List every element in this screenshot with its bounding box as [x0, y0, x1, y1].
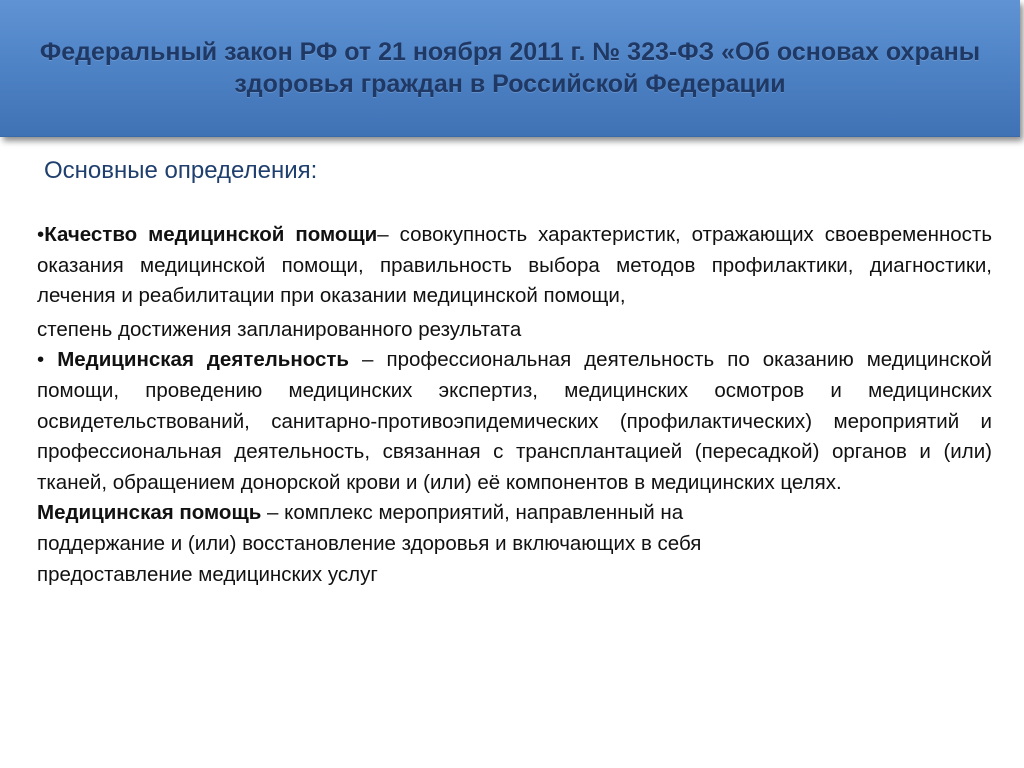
- definition-text: степень достижения запланированного результата: [37, 317, 522, 341]
- definition-line: поддержание и (или) восстановление здоровья и включающих в себя: [37, 531, 702, 555]
- slide-subtitle: Основные определения:: [44, 157, 318, 184]
- bullet: •: [37, 223, 45, 246]
- bullet: •: [37, 348, 45, 372]
- definition-quality: [37, 220, 992, 312]
- definition-text: – совокупность характеристик, отражающих своевременность оказания медицинской помощи, правильность выбора методов профилактики, диагностики, лечения и реабилитации при оказании медицинской помощи,: [37, 223, 992, 308]
- definition-continuation: [37, 315, 992, 346]
- definition-term: Медицинская деятельность: [57, 348, 350, 372]
- definition-term: Качество медицинской помощи: [44, 223, 378, 246]
- definition-term: Медицинская помощь: [37, 501, 262, 525]
- definition-line: [37, 498, 992, 529]
- definition-text: – комплекс мероприятий, направленный на: [261, 501, 684, 525]
- definition-medical-help: [37, 498, 992, 590]
- definitions-body: [37, 220, 992, 590]
- definition-activity: [37, 345, 992, 498]
- slide-title: Федеральный закон РФ от 21 ноября 2011 г. № 323-ФЗ «Об основах охраны здоровья граждан в Российской Федерации: [39, 38, 981, 98]
- title-banner: [0, 0, 1020, 137]
- definition-text: – профессиональная деятельность по оказанию медицинской помощи, проведению медицинских экспертиз, медицинских осмотров и медицинских освидетельствований, санитарно-противоэпидемических (профилактических) мероприятий и профессиональная деятельность, связанная с трансплантацией (пересадкой) органов и (или) тканей, обращением донорской крови и (или) её компонентов в медицинских целях.: [37, 348, 992, 494]
- definition-line: предоставление медицинских услуг: [37, 562, 378, 586]
